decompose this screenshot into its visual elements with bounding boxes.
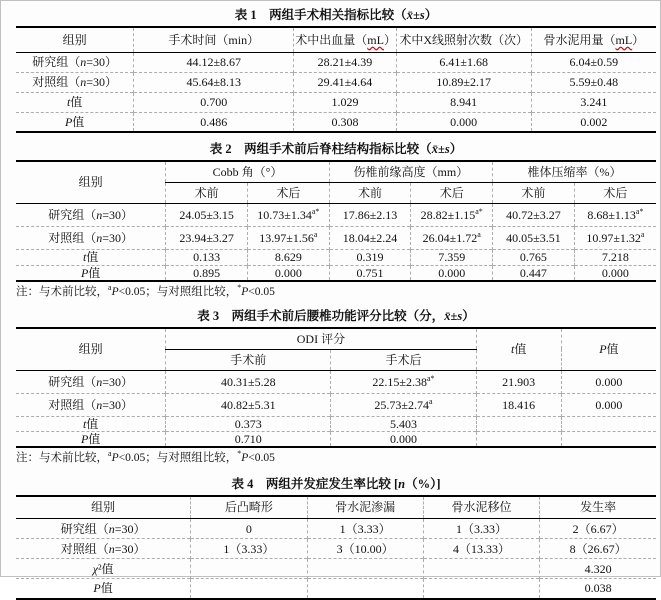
table-row — [16, 539, 656, 559]
row-label-cell: P值 — [16, 112, 134, 132]
row-label-cell: t值 — [16, 249, 166, 265]
data-cell: 26.04±1.72$^a$ — [411, 226, 493, 249]
table-3-title: 表 3 两组手术前后腰椎功能评分比较（分，x̄±s） — [197, 309, 475, 323]
data-cell: 18.416 — [476, 393, 561, 416]
row-label-cell: 对照组（n=30） — [16, 393, 166, 416]
header-cell: ODI 评分 — [166, 328, 476, 349]
table-odi-scores — [16, 327, 656, 448]
data-cell: $10.73\pm 1.34^{a*}$ — [247, 203, 329, 226]
data-cell: 44.12±8.67 — [134, 52, 294, 72]
row-label-cell: t值 — [16, 416, 166, 431]
header-cell: 术前 — [166, 182, 248, 203]
table-row — [16, 370, 656, 393]
data-cell: 0.319 — [329, 249, 411, 265]
header-cell: 骨水泥用量（mL） — [531, 27, 656, 52]
data-cell — [476, 431, 561, 447]
header-row — [16, 27, 656, 52]
data-cell: 0.038 — [540, 579, 656, 599]
row-label-cell: 研究组（n=30） — [16, 370, 166, 393]
row-label-cell: P值 — [16, 265, 166, 281]
header-cell: 手术时间（min） — [134, 27, 294, 52]
table-row — [16, 416, 656, 431]
table-row — [16, 519, 656, 539]
header-cell: 组别 — [16, 328, 166, 370]
data-cell: 1（3.33） — [307, 519, 423, 539]
data-cell: 0.000 — [331, 431, 476, 447]
data-cell — [561, 431, 656, 447]
header-row — [16, 161, 656, 182]
data-cell: 25.73±2.74$^a$ — [331, 393, 476, 416]
data-cell: 10.97±1.32$^a$ — [574, 226, 656, 249]
table-row — [16, 226, 656, 249]
table-2-title: 表 2 两组手术前后脊柱结构指标比较（x̄±s） — [209, 142, 463, 156]
table-1-title: 表 1 两组手术相关指标比较（x̄±s） — [234, 8, 438, 22]
data-cell: $22.15\pm 2.38^{a*}$ — [331, 370, 476, 393]
table-row — [16, 112, 656, 132]
data-cell: 3（10.00） — [307, 539, 423, 559]
header-cell: 组别 — [16, 161, 166, 203]
header-cell: 术中X线照射次数（次） — [396, 27, 531, 52]
header-cell: 术前 — [493, 182, 575, 203]
data-cell: 0.765 — [493, 249, 575, 265]
header-cell: 骨水泥渗漏 — [307, 496, 423, 519]
header-cell: 组别 — [16, 496, 191, 519]
table-spine-structure — [16, 160, 656, 282]
data-cell: 24.05±3.15 — [166, 203, 248, 226]
data-cell: 4（13.33） — [423, 539, 539, 559]
data-cell: 1（3.33） — [423, 519, 539, 539]
data-cell: 18.04±2.24 — [329, 226, 411, 249]
data-cell: 1.029 — [294, 92, 396, 112]
data-cell: 6.04±0.59 — [531, 52, 656, 72]
table-row — [16, 559, 656, 579]
spellcheck-squiggle: mL — [367, 32, 384, 47]
data-cell: 0.000 — [247, 265, 329, 281]
row-label-cell: t值 — [16, 92, 134, 112]
data-cell: 0.700 — [134, 92, 294, 112]
header-cell: 后凸畸形 — [191, 496, 307, 519]
data-cell: 8（26.67） — [540, 539, 656, 559]
data-cell: 29.41±4.64 — [294, 72, 396, 92]
data-cell: 0.308 — [294, 112, 396, 132]
header-cell: 发生率 — [540, 496, 656, 519]
data-cell: 5.59±0.48 — [531, 72, 656, 92]
data-cell: 0.000 — [574, 265, 656, 281]
table-row — [16, 92, 656, 112]
data-cell: 5.403 — [331, 416, 476, 431]
data-cell: 0.895 — [166, 265, 248, 281]
data-cell: $8.68\pm 1.13^{a*}$ — [574, 203, 656, 226]
data-cell: 10.89±2.17 — [396, 72, 531, 92]
row-label-cell: 研究组（n=30） — [16, 203, 166, 226]
header-cell: 手术后 — [331, 349, 476, 370]
row-label-cell: 对照组（n=30） — [16, 72, 134, 92]
data-cell: $28.82\pm 1.15^{a*}$ — [411, 203, 493, 226]
data-cell: 0.710 — [166, 431, 331, 447]
data-cell — [423, 579, 539, 599]
table-complications — [16, 495, 656, 600]
table-3-footnote: 注：与术前比较，$^a$P<0.05；与对照组比较，*P<0.05 — [16, 448, 275, 464]
header-cell: 组别 — [16, 27, 134, 52]
spellcheck-squiggle: mL — [615, 32, 633, 47]
data-cell: 0 — [191, 519, 307, 539]
data-cell: 8.941 — [396, 92, 531, 112]
header-cell: t值 — [476, 328, 561, 370]
table-row — [16, 393, 656, 416]
data-cell: 40.72±3.27 — [493, 203, 575, 226]
header-cell: 术后 — [411, 182, 493, 203]
data-cell: 0.751 — [329, 265, 411, 281]
data-cell: 17.86±2.13 — [329, 203, 411, 226]
header-row — [16, 328, 656, 349]
header-cell: 术中出血量（mL） — [294, 27, 396, 52]
data-cell — [191, 579, 307, 599]
table-2-footnote: 注：与术前比较，$^a$P<0.05；与对照组比较，*P<0.05 — [16, 283, 275, 298]
data-cell: 7.359 — [411, 249, 493, 265]
row-label-cell: χ²值 — [16, 559, 191, 579]
data-cell: 0.133 — [166, 249, 248, 265]
data-cell: 40.82±5.31 — [166, 393, 331, 416]
table-row — [16, 579, 656, 599]
data-cell — [423, 559, 539, 579]
data-cell: 40.31±5.28 — [166, 370, 331, 393]
row-label-cell: 对照组（n=30） — [16, 539, 191, 559]
row-label-cell: 对照组（n=30） — [16, 226, 166, 249]
header-cell: 术后 — [574, 182, 656, 203]
data-cell — [191, 559, 307, 579]
data-cell: 0.447 — [493, 265, 575, 281]
data-cell: 0.000 — [561, 370, 656, 393]
data-cell: 2（6.67） — [540, 519, 656, 539]
data-cell: 28.21±4.39 — [294, 52, 396, 72]
header-cell: Cobb 角（°） — [166, 161, 329, 182]
table-row — [16, 249, 656, 265]
data-cell: 0.373 — [166, 416, 331, 431]
data-cell: 45.64±8.13 — [134, 72, 294, 92]
header-cell: 伤椎前缘高度（mm） — [329, 161, 492, 182]
header-cell: 手术前 — [166, 349, 331, 370]
data-cell: 8.629 — [247, 249, 329, 265]
data-cell: 40.05±3.51 — [493, 226, 575, 249]
data-cell: 6.41±1.68 — [396, 52, 531, 72]
header-row — [16, 496, 656, 519]
table-4-title: 表 4 两组并发症发生率比较 [n（%）] — [231, 476, 441, 491]
row-label-cell: 研究组（n=30） — [16, 519, 191, 539]
data-cell — [307, 579, 423, 599]
table-row — [16, 72, 656, 92]
data-cell: 1（3.33） — [191, 539, 307, 559]
table-row — [16, 203, 656, 226]
table-row — [16, 265, 656, 281]
table-row — [16, 431, 656, 447]
data-cell — [561, 416, 656, 431]
data-cell: 0.002 — [531, 112, 656, 132]
row-label-cell: P值 — [16, 579, 191, 599]
data-cell: 7.218 — [574, 249, 656, 265]
table-row — [16, 52, 656, 72]
data-cell: 0.486 — [134, 112, 294, 132]
data-cell: 3.241 — [531, 92, 656, 112]
data-cell: 23.94±3.27 — [166, 226, 248, 249]
data-cell: 4.320 — [540, 559, 656, 579]
header-cell: 椎体压缩率（%） — [493, 161, 656, 182]
data-cell: 0.000 — [411, 265, 493, 281]
data-cell — [307, 559, 423, 579]
data-cell: 21.903 — [476, 370, 561, 393]
data-cell: 13.97±1.56$^a$ — [247, 226, 329, 249]
data-cell: 0.000 — [396, 112, 531, 132]
row-label-cell: P值 — [16, 431, 166, 447]
header-cell: 术前 — [329, 182, 411, 203]
data-cell — [476, 416, 561, 431]
header-cell: 术后 — [247, 182, 329, 203]
table-surgical-indicators — [16, 26, 656, 133]
row-label-cell: 研究组（n=30） — [16, 52, 134, 72]
header-cell: P值 — [561, 328, 656, 370]
data-cell: 0.000 — [561, 393, 656, 416]
header-cell: 骨水泥移位 — [423, 496, 539, 519]
